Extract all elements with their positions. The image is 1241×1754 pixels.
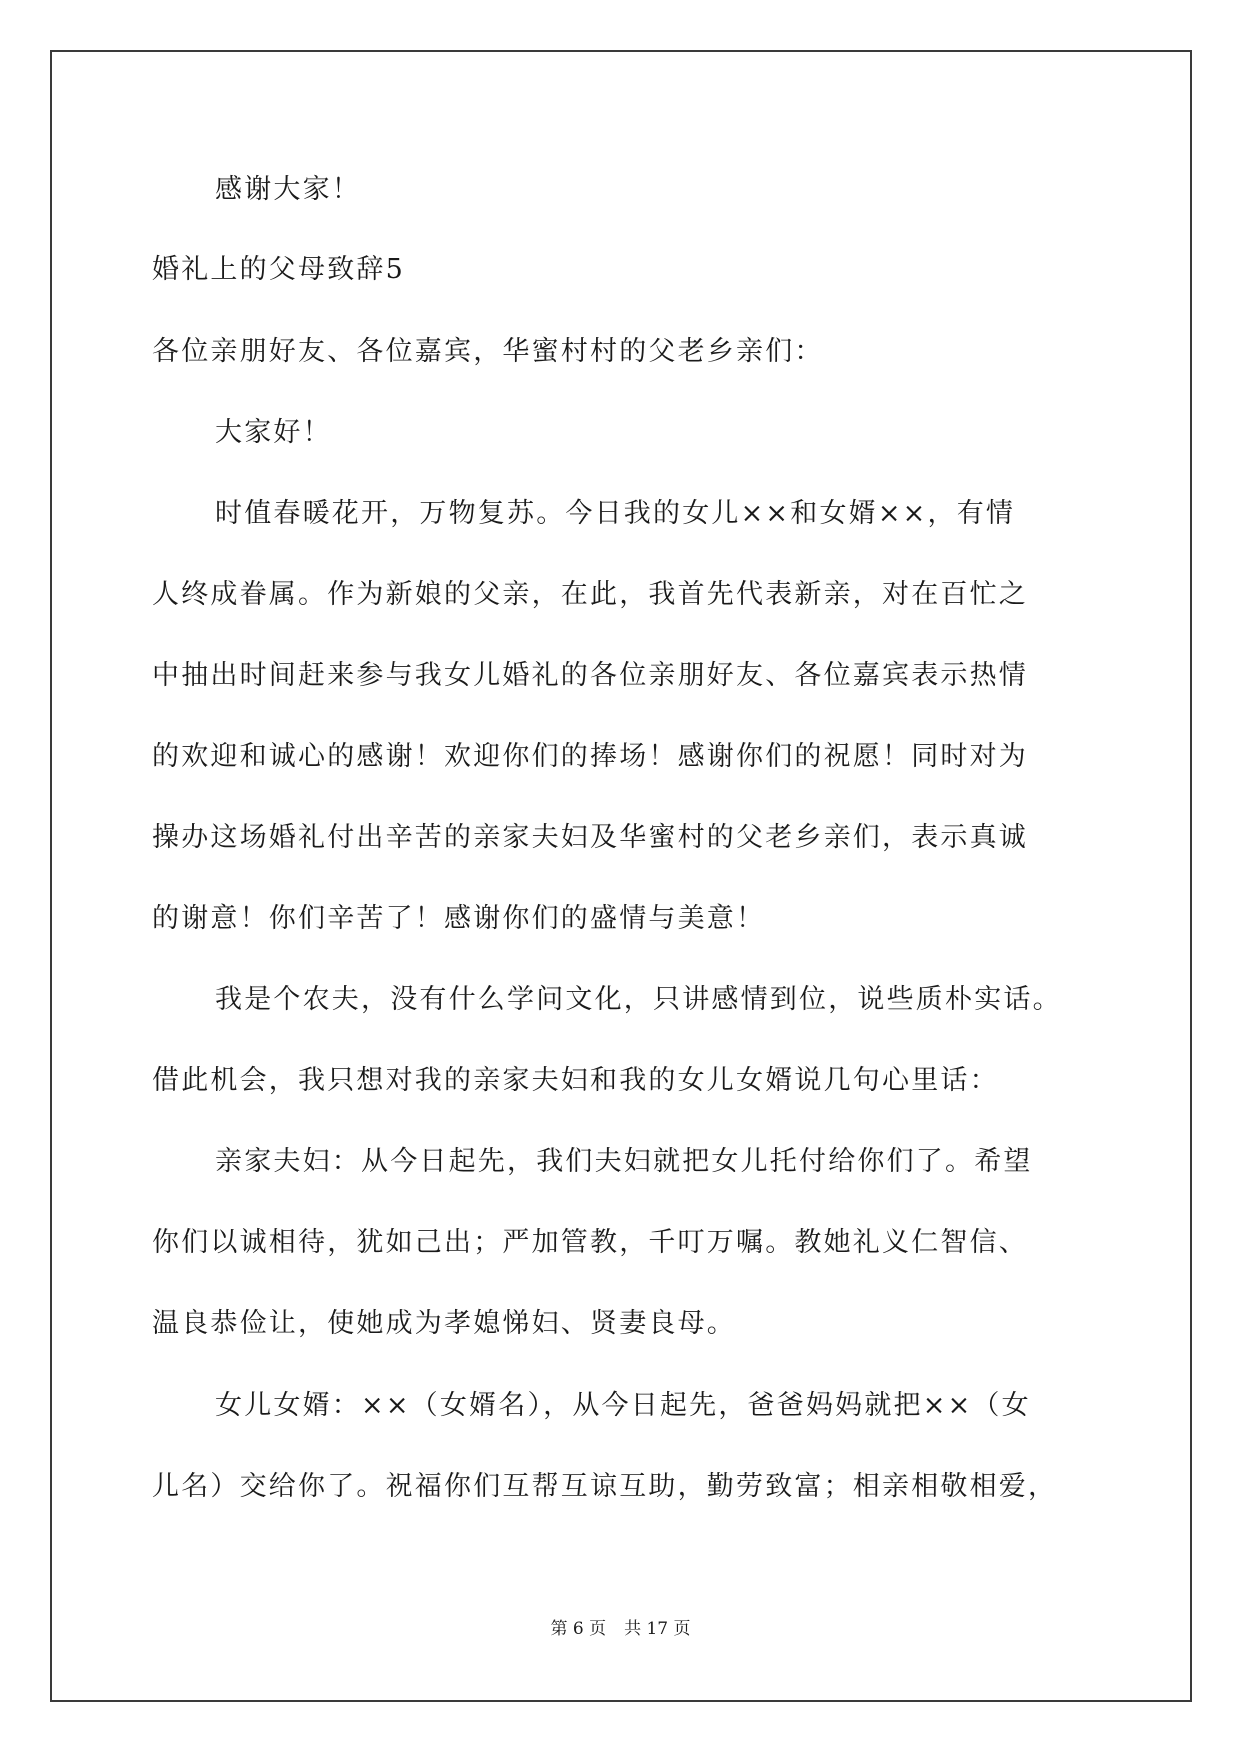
paragraph-line: 借此机会，我只想对我的亲家夫妇和我的女儿女婿说几句心里话： — [152, 1065, 999, 1096]
paragraph-line: 人终成眷属。作为新娘的父亲，在此，我首先代表新亲，对在百忙之 — [152, 579, 1028, 610]
paragraph-line: 的谢意！你们辛苦了！感谢你们的盛情与美意！ — [152, 903, 766, 934]
page-footer — [0, 1617, 1241, 1641]
page-number: 第 6 页 — [550, 1619, 607, 1639]
paragraph-line: 我是个农夫，没有什么学问文化，只讲感情到位，说些质朴实话。 — [215, 984, 1062, 1015]
paragraph-line: 中抽出时间赶来参与我女儿婚礼的各位亲朋好友、各位嘉宾表示热情 — [152, 660, 1028, 691]
paragraph-line: 的欢迎和诚心的感谢！欢迎你们的捧场！感谢你们的祝愿！同时对为 — [152, 741, 1028, 772]
paragraph-line: 时值春暖花开，万物复苏。今日我的女儿××和女婿××，有情 — [215, 498, 1016, 529]
salutation: 各位亲朋好友、各位嘉宾，华蜜村村的父老乡亲们： — [152, 336, 824, 367]
section-heading: 婚礼上的父母致辞5 — [152, 254, 405, 285]
paragraph-line: 你们以诚相待，犹如己出；严加管教，千叮万嘱。教她礼义仁智信、 — [152, 1227, 1028, 1258]
paragraph-line: 儿名）交给你了。祝福你们互帮互谅互助，勤劳致富；相亲相敬相爱， — [152, 1471, 1058, 1502]
greeting: 大家好！ — [215, 417, 332, 448]
paragraph-line: 亲家夫妇：从今日起先，我们夫妇就把女儿托付给你们了。希望 — [215, 1146, 1033, 1177]
paragraph-line: 操办这场婚礼付出辛苦的亲家夫妇及华蜜村的父老乡亲们，表示真诚 — [152, 822, 1028, 853]
page-total: 共 17 页 — [624, 1619, 691, 1639]
paragraph-line: 温良恭俭让，使她成为孝媳悌妇、贤妻良母。 — [152, 1308, 736, 1339]
closing-line: 感谢大家！ — [215, 174, 361, 205]
paragraph-line: 女儿女婿：××（女婿名），从今日起先，爸爸妈妈就把××（女 — [215, 1390, 1031, 1421]
